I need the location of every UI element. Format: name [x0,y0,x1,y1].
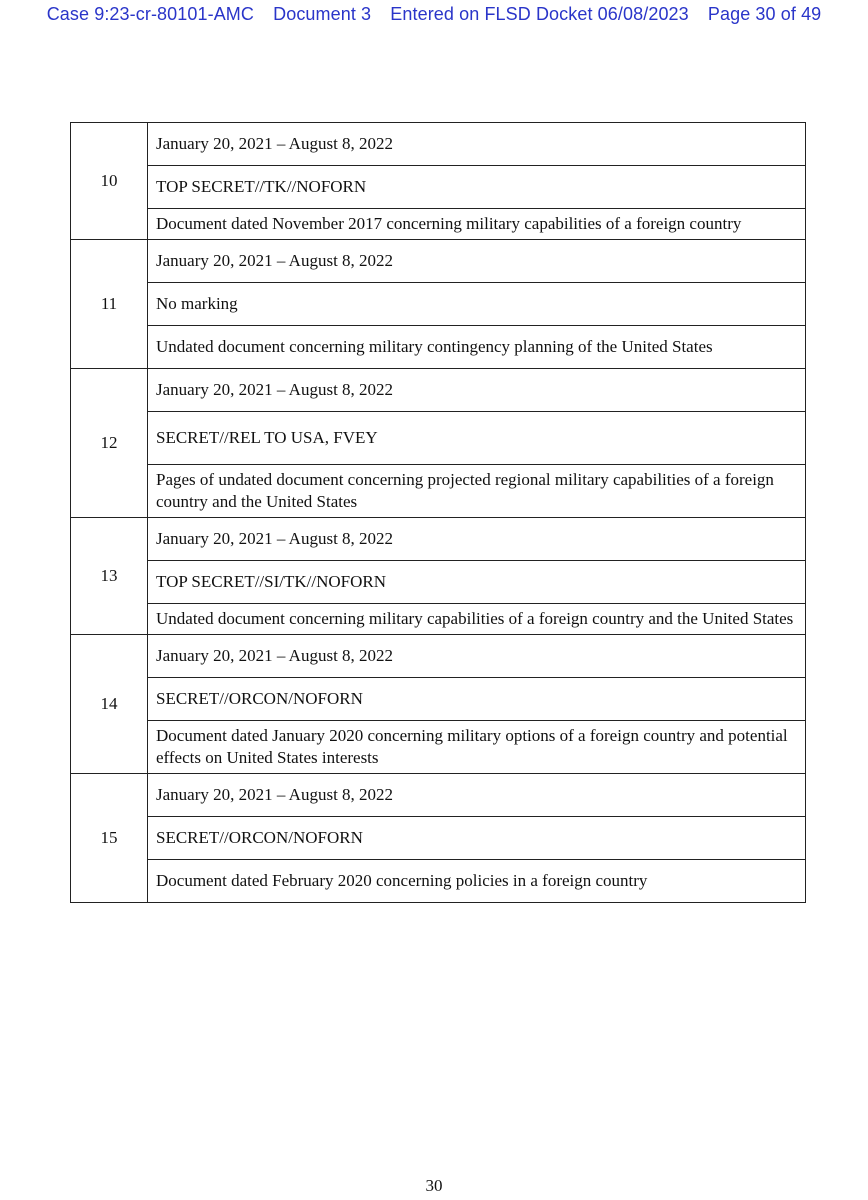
docket-header [0,4,868,25]
page-number: 30 [425,1176,443,1195]
table-row [71,774,806,817]
table-row [71,209,806,240]
table-row [71,860,806,903]
table-row [71,283,806,326]
table-row [71,369,806,412]
docket-entry: Entered on FLSD Docket 06/08/2023 [390,4,689,24]
document-description: Pages of undated document concerning projected regional military capabilities of a foreign country and the United States [148,465,806,518]
classification-marking: TOP SECRET//SI/TK//NOFORN [148,561,806,604]
classification-marking: SECRET//ORCON/NOFORN [148,817,806,860]
table-row [71,123,806,166]
table-row [71,240,806,283]
case-number: Case 9:23-cr-80101-AMC [46,4,254,24]
table-row [71,465,806,518]
table-row [71,561,806,604]
document-description: Document dated November 2017 concerning military capabilities of a foreign country [148,209,806,240]
count-number: 14 [71,635,148,774]
count-number: 10 [71,123,148,240]
classification-marking: SECRET//ORCON/NOFORN [148,678,806,721]
table-row [71,635,806,678]
date-range: January 20, 2021 – August 8, 2022 [148,518,806,561]
count-number: 13 [71,518,148,635]
count-number: 11 [71,240,148,369]
document-number: Document 3 [273,4,372,24]
document-description: Document dated January 2020 concerning military options of a foreign country and potential effects on United States interests [148,721,806,774]
date-range: January 20, 2021 – August 8, 2022 [148,123,806,166]
table-row [71,678,806,721]
date-range: January 20, 2021 – August 8, 2022 [148,774,806,817]
classification-marking: TOP SECRET//TK//NOFORN [148,166,806,209]
table-row [71,604,806,635]
page-indicator: Page 30 of 49 [707,4,822,24]
document-description: Undated document concerning military capabilities of a foreign country and the United States [148,604,806,635]
document-description: Document dated February 2020 concerning policies in a foreign country [148,860,806,903]
date-range: January 20, 2021 – August 8, 2022 [148,635,806,678]
table-row [71,412,806,465]
table-row [71,721,806,774]
table-row [71,326,806,369]
date-range: January 20, 2021 – August 8, 2022 [148,369,806,412]
date-range: January 20, 2021 – August 8, 2022 [148,240,806,283]
count-number: 12 [71,369,148,518]
table-row [71,518,806,561]
table-row [71,166,806,209]
classification-marking: SECRET//REL TO USA, FVEY [148,412,806,465]
table-row [71,817,806,860]
count-number: 15 [71,774,148,903]
classification-marking: No marking [148,283,806,326]
document-description: Undated document concerning military contingency planning of the United States [148,326,806,369]
counts-table [70,122,806,903]
